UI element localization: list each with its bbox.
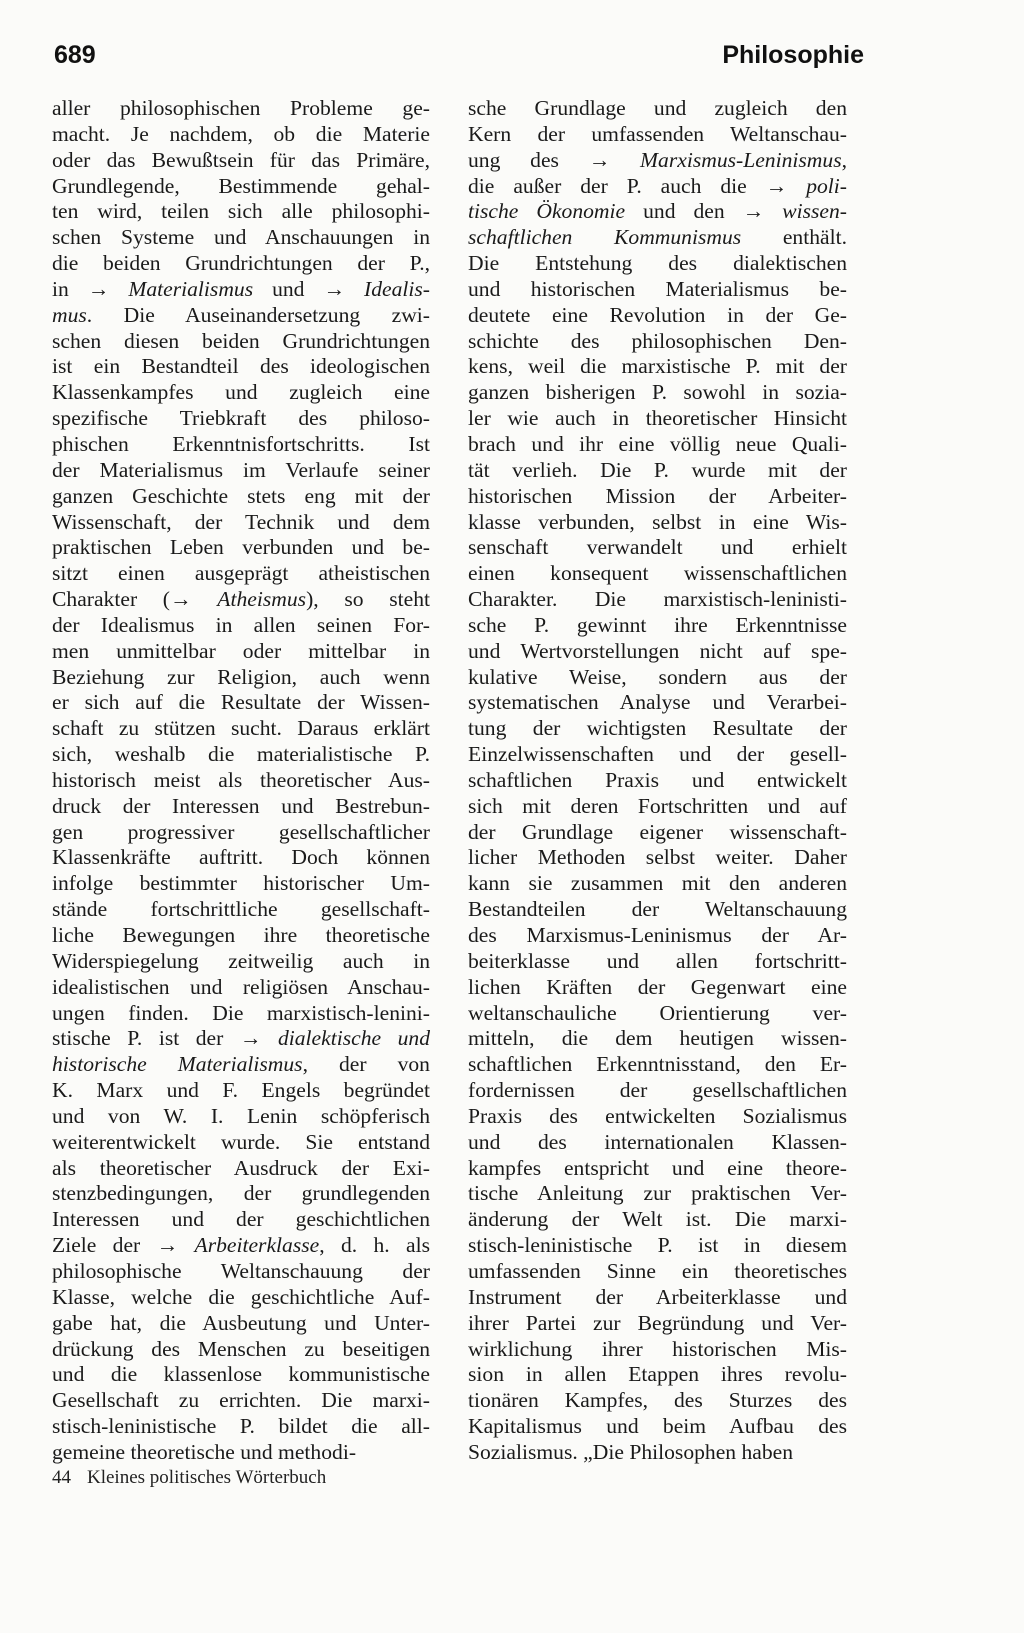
text-line: und des internationalen Klassen-	[468, 1129, 847, 1154]
text-line: gen progressiver gesellschaftlicher	[52, 819, 430, 844]
text-line: sich mit deren Fortschritten und auf	[468, 793, 847, 818]
text-line: kulative Weise, sondern aus der	[468, 664, 847, 689]
text-line: deutete eine Revolution in der Ge-	[468, 302, 847, 327]
text-line: spezifische Triebkraft des philoso-	[52, 406, 430, 431]
text-line: schaftlichen Kommunismus enthält.	[468, 225, 847, 250]
text-line: men unmittelbar oder mittelbar in	[52, 638, 430, 663]
text-line: Klasse, welche die geschichtliche Auf-	[52, 1284, 430, 1309]
text-line: ist ein Bestandteil des ideologischen	[52, 354, 430, 379]
text-line: schaftlichen Erkenntnisstand, den Er-	[468, 1052, 847, 1077]
text-line: kann sie zusammen mit den anderen	[468, 871, 847, 896]
text-line: sich, weshalb die materialistische P.	[52, 742, 430, 767]
text-line: einen konsequent wissenschaftlichen	[468, 561, 847, 586]
text-line: die beiden Grundrichtungen der P.,	[52, 251, 430, 276]
text-line: ten wird, teilen sich alle philosophi-	[52, 199, 430, 224]
text-line: aller philosophischen Probleme ge-	[52, 96, 430, 120]
text-line: lichen Kräften der Gegenwart eine	[468, 974, 847, 999]
text-line: er sich auf die Resultate der Wissen-	[52, 690, 430, 715]
text-line: tung der wichtigsten Resultate der	[468, 716, 847, 741]
text-line: Charakter. Die marxistisch-leninisti-	[468, 587, 847, 612]
running-title: Philosophie	[722, 41, 864, 69]
text-line: ungen finden. Die marxistisch-lenini-	[52, 1000, 430, 1025]
text-line: Klassenkräfte auftritt. Doch können	[52, 845, 430, 870]
text-line: tät verlieh. Die P. wurde mit der	[468, 457, 847, 482]
text-line: fordernissen der gesellschaftlichen	[468, 1078, 847, 1103]
text-line: liche Bewegungen ihre theoretische	[52, 923, 430, 947]
text-line: Kern der umfassenden Weltanschau-	[468, 121, 847, 146]
text-line: Grundlegende, Bestimmende gehal-	[52, 173, 430, 198]
text-line: K. Marx und F. Engels begründet	[52, 1078, 430, 1103]
text-line: mus. Die Auseinandersetzung zwi-	[52, 302, 430, 327]
printer-signature-line	[52, 1466, 326, 1490]
text-line: licher Methoden selbst weiter. Daher	[468, 845, 847, 870]
text-line: wirklichung ihrer historischen Mis-	[468, 1336, 847, 1361]
text-line: beiterklasse und allen fortschritt-	[468, 948, 847, 973]
text-line: schichte des philosophischen Den-	[468, 328, 847, 353]
text-line: des Marxismus-Leninismus der Ar-	[468, 923, 847, 947]
text-line: stenzbedingungen, der grundlegenden	[52, 1181, 430, 1206]
text-line: schaftlichen Praxis und entwickelt	[468, 767, 847, 792]
text-line: tionären Kampfes, des Sturzes des	[468, 1388, 847, 1413]
text-line: ihrer Partei zur Begründung und Ver-	[468, 1310, 847, 1335]
text-line: infolge bestimmter historischer Um-	[52, 871, 430, 896]
text-line: Einzelwissenschaften und der gesell-	[468, 742, 847, 767]
text-line: Klassenkampfes und zugleich eine	[52, 380, 430, 405]
text-line: Interessen und der geschichtlichen	[52, 1207, 430, 1232]
text-line: schen Systeme und Anschauungen in	[52, 225, 430, 250]
text-line: weltanschauliche Orientierung ver-	[468, 1000, 847, 1025]
text-line: der Materialismus im Verlaufe seiner	[52, 457, 430, 482]
text-line: ganzen Geschichte stets eng mit der	[52, 483, 430, 508]
text-line: kens, weil die marxistische P. mit der	[468, 354, 847, 379]
text-line: praktischen Leben verbunden und be-	[52, 535, 430, 560]
text-line: Gesellschaft zu errichten. Die marxi-	[52, 1388, 430, 1413]
text-line: Widerspiegelung zeitweilig auch in	[52, 948, 430, 973]
text-line: drückung des Menschen zu beseitigen	[52, 1336, 430, 1361]
text-line: stisch-leninistische P. bildet die all-	[52, 1414, 430, 1439]
text-line: macht. Je nachdem, ob die Materie	[52, 121, 430, 146]
text-line: sion in allen Etappen ihres revolu-	[468, 1362, 847, 1387]
text-line: gabe hat, die Ausbeutung und Unter-	[52, 1310, 430, 1335]
text-line: die außer der P. auch die → poli-	[468, 173, 847, 198]
text-line: sche Grundlage und zugleich den	[468, 96, 847, 120]
text-line: druck der Interessen und Bestrebun-	[52, 793, 430, 818]
text-line: und von W. I. Lenin schöpferisch	[52, 1103, 430, 1128]
text-line: Bestandteilen der Weltanschauung	[468, 897, 847, 922]
text-line: als theoretischer Ausdruck der Exi-	[52, 1155, 430, 1180]
signature-number: 44	[52, 1467, 71, 1488]
text-line: der Grundlage eigener wissenschaft-	[468, 819, 847, 844]
text-line: historische Materialismus, der von	[52, 1052, 430, 1077]
text-line: umfassenden Sinne ein theoretisches	[468, 1258, 847, 1283]
text-line: Kapitalismus und beim Aufbau des	[468, 1414, 847, 1439]
text-line: und historischen Materialismus be-	[468, 276, 847, 301]
text-line: stische P. ist der → dialektische und	[52, 1026, 430, 1051]
right-text-column	[468, 96, 847, 1466]
text-line: historisch meist als theoretischer Aus-	[52, 767, 430, 792]
text-line: sche P. gewinnt ihre Erkenntnisse	[468, 612, 847, 637]
text-line: idealistischen und religiösen Anschau-	[52, 974, 430, 999]
text-line: brach und ihr eine völlig neue Quali-	[468, 431, 847, 456]
text-line: stisch-leninistische P. ist in diesem	[468, 1233, 847, 1258]
text-line: änderung der Welt ist. Die marxi-	[468, 1207, 847, 1232]
text-line: Beziehung zur Religion, auch wenn	[52, 664, 430, 689]
text-line: mitteln, die dem heutigen wissen-	[468, 1026, 847, 1051]
text-line: historischen Mission der Arbeiter-	[468, 483, 847, 508]
text-line: der Idealismus in allen seinen For-	[52, 612, 430, 637]
text-line: und die klassenlose kommunistische	[52, 1362, 430, 1387]
text-line: schen diesen beiden Grundrichtungen	[52, 328, 430, 353]
text-line: kampfes entspricht und eine theore-	[468, 1155, 847, 1180]
text-line: schaft zu stützen sucht. Daraus erklärt	[52, 716, 430, 741]
text-line: Ziele der → Arbeiterklasse, d. h. als	[52, 1233, 430, 1258]
text-line: und Wertvorstellungen nicht auf spe-	[468, 638, 847, 663]
text-line: Instrument der Arbeiterklasse und	[468, 1284, 847, 1309]
left-text-column	[52, 96, 430, 1466]
text-line: stände fortschrittliche gesellschaft-	[52, 897, 430, 922]
text-line: systematischen Analyse und Verarbei-	[468, 690, 847, 715]
text-line: ganzen bisherigen P. sowohl in sozia-	[468, 380, 847, 405]
text-line: Wissenschaft, der Technik und dem	[52, 509, 430, 534]
text-line: Sozialismus. „Die Philosophen haben	[468, 1439, 794, 1464]
text-line: tische Anleitung zur praktischen Ver-	[468, 1181, 847, 1206]
page-number: 689	[54, 41, 96, 69]
text-line: philosophische Weltanschauung der	[52, 1258, 430, 1283]
text-line: weiterentwickelt wurde. Sie entstand	[52, 1129, 430, 1154]
text-line: klasse verbunden, selbst in eine Wis-	[468, 509, 847, 534]
text-line: sitzt einen ausgeprägt atheistischen	[52, 561, 430, 586]
signature-title: Kleines politisches Wörterbuch	[87, 1467, 327, 1488]
text-line: phischen Erkenntnisfortschritts. Ist	[52, 431, 430, 456]
text-line: Praxis des entwickelten Sozialismus	[468, 1103, 847, 1128]
text-line: senschaft verwandelt und erhielt	[468, 535, 847, 560]
text-line: gemeine theoretische und methodi-	[52, 1439, 357, 1464]
text-line: oder das Bewußtsein für das Primäre,	[52, 147, 430, 172]
text-line: ler wie auch in theoretischer Hinsicht	[468, 406, 847, 431]
text-line: tische Ökonomie und den → wissen-	[468, 199, 847, 224]
text-line: Die Entstehung des dialektischen	[468, 251, 847, 276]
text-line: in → Materialismus und → Idealis-	[52, 276, 430, 301]
text-line: Charakter (→ Atheismus), so steht	[52, 587, 430, 612]
text-line: ung des → Marxismus-Leninismus,	[468, 147, 847, 172]
